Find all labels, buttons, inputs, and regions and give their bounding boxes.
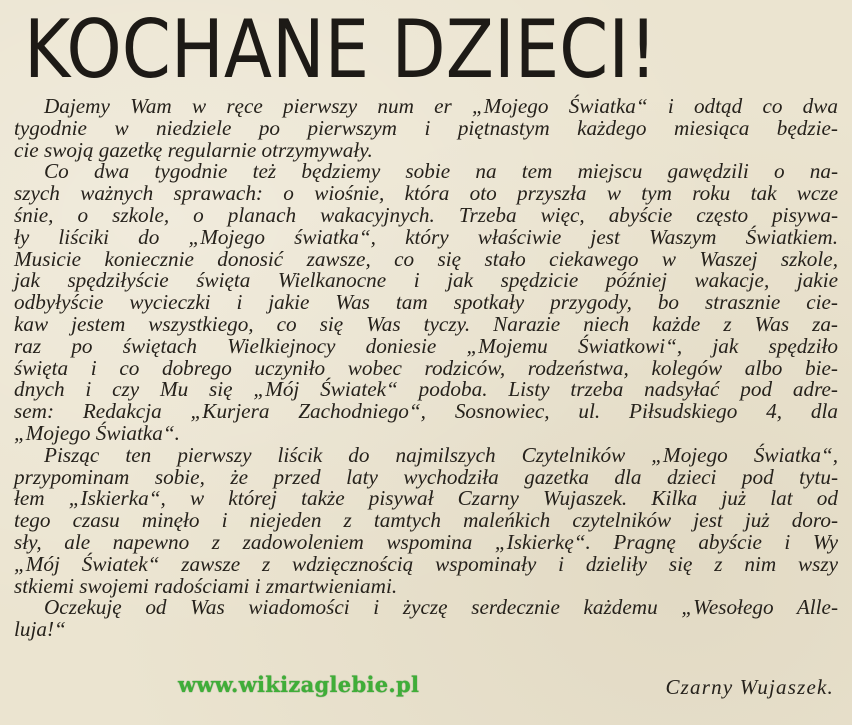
body-line: jak spędziłyście święta Wielkanocne i jak spędzicie później wakacje, jakie (14, 268, 838, 293)
body-line: przypominam sobie, że przed laty wychodziła gazetka dla dzieci pod tytu- (14, 464, 838, 489)
body-line: dnych i czy Mu się „Mój Światek“ podoba. Listy trzeba nadsyłać pod adre- (14, 377, 838, 402)
body-line: łem „Iskierka“, w której także pisywał Czarny Wujaszek. Kilka już lat od (14, 486, 838, 511)
body-line: śnie, o szkole, o planach wakacyjnych. Trzeba więc, abyście często pisywa- (14, 202, 838, 227)
body-line: ły liściki do „Mojego światka“, który właściwie jest Waszym Światkiem. (14, 224, 838, 249)
body-line: „Mój Światek“ zawsze z wdzięcznością wspominały i dzieliły się z nim wszy (14, 551, 838, 576)
body-line: odbyłyście wycieczki i jakie Was tam spotkały przygody, bo strasznie cie- (14, 290, 838, 315)
headline: KOCHANE DZIECI! (24, 3, 658, 96)
body-line: luja!“ (14, 617, 66, 642)
body-line: cie swoją gazetkę regularnie otrzymywały. (14, 137, 373, 162)
body-line: święta i co dobrego uczyniło wobec rodziców, rodzeństwa, kolegów albo bie- (14, 355, 838, 380)
body-line: Co dwa tygodnie też będziemy sobie na tem miejscu gawędzili o na- (44, 159, 838, 184)
body-line: sem: Redakcja „Kurjera Zachodniego“, Sosnowiec, ul. Piłsudskiego 4, dla (14, 399, 838, 424)
signature: Czarny Wujaszek. (665, 675, 834, 699)
body-line: Pisząc ten pierwszy liścik do najmilszych Czytelników „Mojego Światka“, (44, 442, 838, 467)
article-body (14, 96, 838, 641)
body-line: Musicie koniecznie donosić zawsze, co się stało ciekawego w Waszej szkole, (14, 246, 838, 271)
body-line: tygodnie w niedziele po pierwszym i piętnastym każdego miesiąca będzie- (14, 115, 838, 140)
body-line: raz po świętach Wielkiejnocy doniesie „Mojemu Światkowi“, jak spędziło (14, 333, 838, 358)
watermark-link[interactable]: www.wikizaglebie.pl (178, 672, 420, 697)
body-line: kaw jestem wszystkiego, co się Was tyczy. Narazie niech każde z Was za- (14, 311, 838, 336)
body-line: sły, ale napewno z zadowoleniem wspomina „Iskierkę“. Pragnę abyście i Wy (14, 529, 838, 554)
body-line: stkiemi swojemi radościami i zmartwieniami. (14, 573, 398, 598)
body-line: szych ważnych sprawach: o wiośnie, która oto przyszła w tym roku tak wcze (14, 181, 838, 206)
body-line: Oczekuję od Was wiadomości i życzę serdecznie każdemu „Wesołego Alle- (44, 595, 838, 620)
body-line: tego czasu minęło i niejeden z tamtych maleńkich czytelników jest już doro- (14, 508, 838, 533)
body-line: „Mojego Światka“. (14, 420, 180, 445)
body-line: Dajemy Wam w ręce pierwszy num er „Mojego Światka“ i odtąd co dwa (44, 94, 838, 118)
